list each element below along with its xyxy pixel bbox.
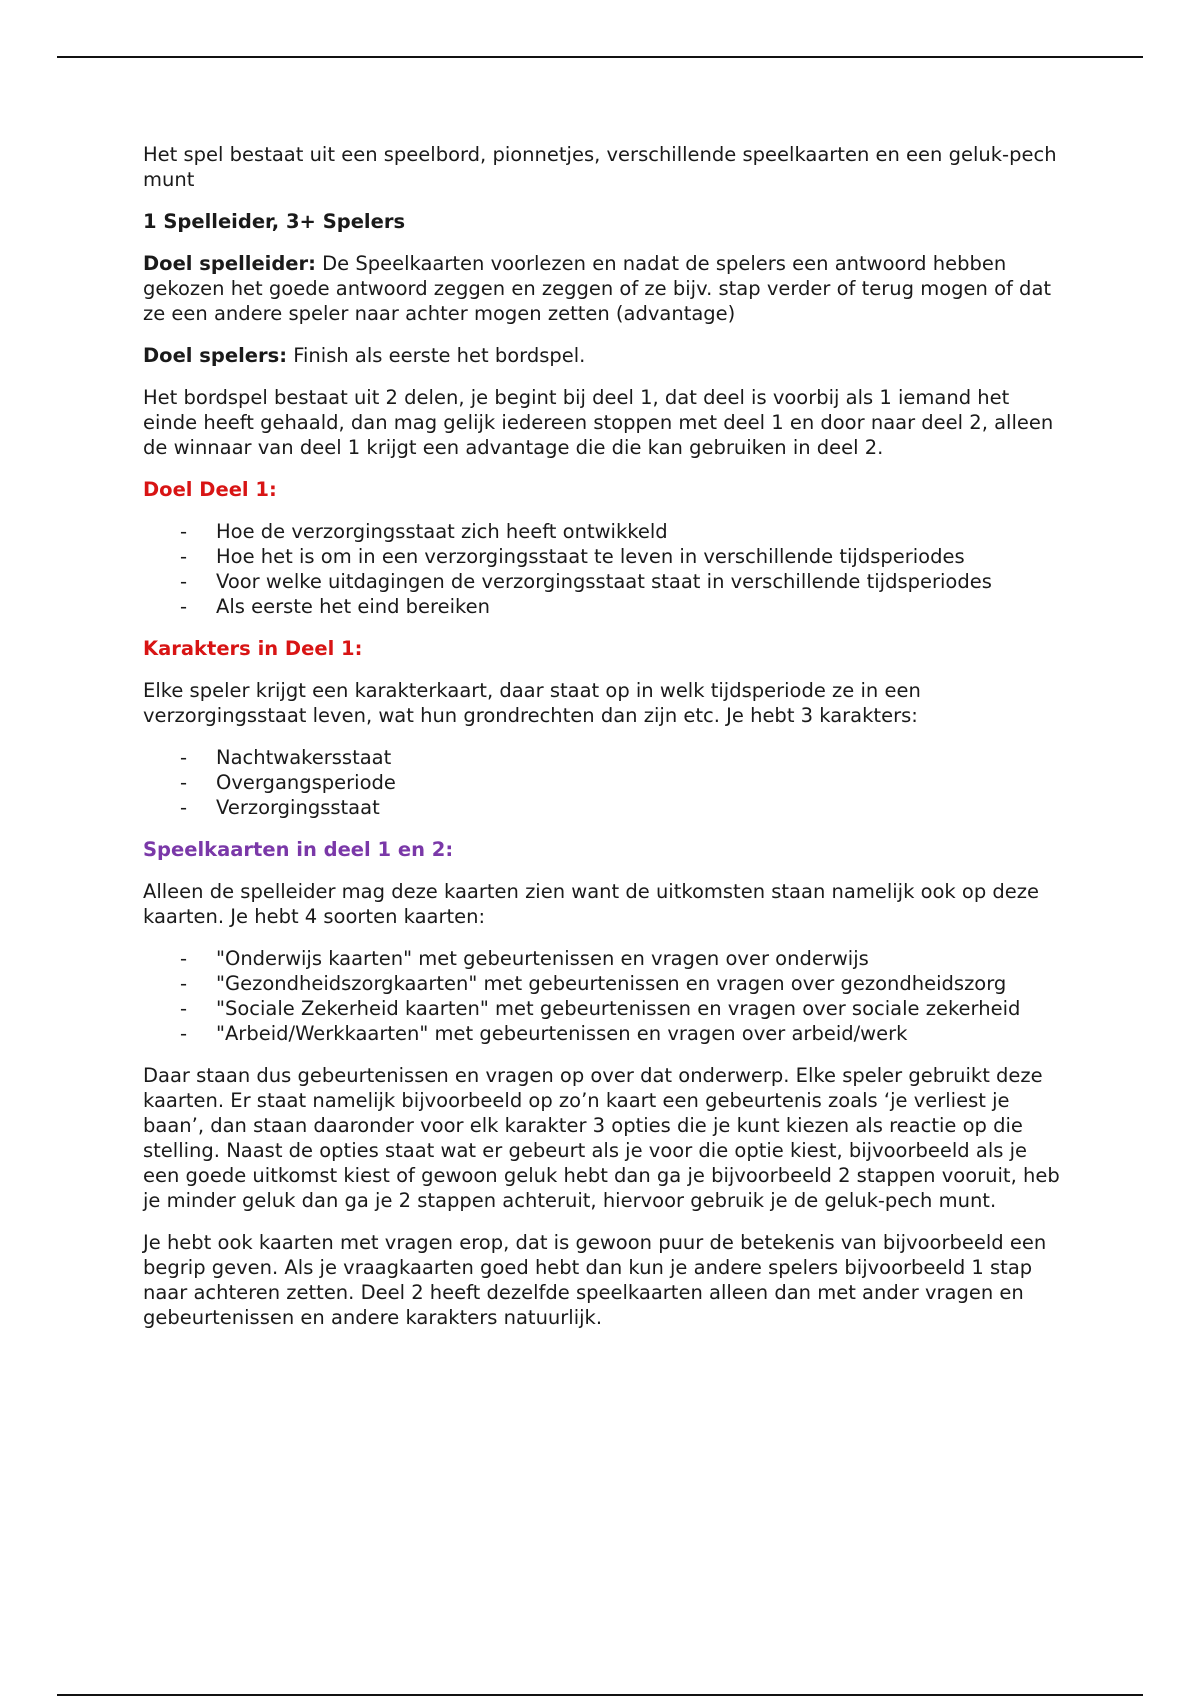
list-dash: - — [180, 595, 188, 618]
list-dash: - — [180, 545, 188, 568]
list-item: - "Arbeid/Werkkaarten" met gebeurtenissen en vragen over arbeid/werk — [180, 1022, 908, 1045]
karakters-list — [143, 745, 1063, 820]
goal-leader-paragraph — [143, 251, 1063, 326]
goal-players-text: Finish als eerste het bordspel. — [287, 344, 586, 367]
list-dash: - — [180, 796, 188, 819]
list-dash: - — [180, 972, 188, 995]
list-item: - Hoe de verzorgingsstaat zich heeft ontwikkeld — [180, 520, 668, 543]
players-heading: 1 Spelleider, 3+ Spelers — [143, 210, 406, 233]
goal-players-label: Doel spelers: — [143, 344, 288, 367]
list-item: - Verzorgingsstaat — [180, 796, 380, 819]
list-dash: - — [180, 570, 188, 593]
list-item: - Overgangsperiode — [180, 771, 396, 794]
speelkaarten-list — [143, 946, 1063, 1046]
list-dash: - — [180, 1022, 188, 1045]
board-paragraph: Het bordspel bestaat uit 2 delen, je begint bij deel 1, dat deel is voorbij als 1 iemand het einde heeft gehaald, dan mag gelijk iedereen stoppen met deel 1 en door naar deel 2, alleen de winnaar van deel 1 krijgt een advantage die die kan gebruiken in deel 2. — [143, 386, 1054, 459]
karakters-paragraph: Elke speler krijgt een karakterkaart, daar staat op in welk tijdsperiode ze in een verzorgingsstaat leven, wat hun grondrechten dan zijn etc. Je hebt 3 karakters: — [143, 679, 921, 727]
list-item: - "Onderwijs kaarten" met gebeurtenissen en vragen over onderwijs — [180, 947, 869, 970]
section-heading-karakters: Karakters in Deel 1: — [143, 637, 363, 660]
list-item: - Hoe het is om in een verzorgingsstaat te leven in verschillende tijdsperiodes — [180, 545, 965, 568]
list-item: - Voor welke uitdagingen de verzorgingsstaat staat in verschillende tijdsperiodes — [180, 570, 992, 593]
list-item: - Nachtwakersstaat — [180, 746, 392, 769]
speelkaarten-paragraph-2: Daar staan dus gebeurtenissen en vragen op over dat onderwerp. Elke speler gebruikt deze kaarten. Er staat namelijk bijvoorbeeld op zo’n kaart een gebeurtenis zoals ‘je verliest je baan’, dan staan daaronder voor elk karakter 3 opties die je kunt kiezen als reactie op die stelling. Naast de opties staat wat er gebeurt als je voor die optie kiest, bijvoorbeeld als je een goede uitkomst kiest of gewoon geluk hebt dan ga je bijvoorbeeld 2 stappen vooruit, heb je minder geluk dan ga je 2 stappen achteruit, hiervoor gebruik je de geluk-pech munt. — [143, 1064, 1060, 1212]
speelkaarten-paragraph: Alleen de spelleider mag deze kaarten zien want de uitkomsten staan namelijk ook op deze kaarten. Je hebt 4 soorten kaarten: — [143, 880, 1040, 928]
goal-players-paragraph — [143, 343, 1063, 368]
list-dash: - — [180, 771, 188, 794]
list-dash: - — [180, 997, 188, 1020]
list-item: - "Sociale Zekerheid kaarten" met gebeurtenissen en vragen over sociale zekerheid — [180, 997, 1021, 1020]
list-dash: - — [180, 746, 188, 769]
list-dash: - — [180, 947, 188, 970]
goal-leader-label: Doel spelleider: — [143, 252, 316, 275]
document-body — [143, 142, 1063, 1347]
list-dash: - — [180, 520, 188, 543]
doel-deel-1-list — [143, 519, 1063, 619]
goal-leader-text: De Speelkaarten voorlezen en nadat de spelers een antwoord hebben gekozen het goede antwoord zeggen en zeggen of ze bijv. stap verder of terug mogen of dat ze een andere speler naar achter mogen zetten (advantage) — [143, 252, 1052, 325]
intro-paragraph: Het spel bestaat uit een speelbord, pionnetjes, verschillende speelkaarten en een geluk-pech munt — [143, 143, 1057, 191]
section-heading-speelkaarten: Speelkaarten in deel 1 en 2: — [143, 838, 454, 861]
section-heading-doel-deel-1: Doel Deel 1: — [143, 478, 277, 501]
top-rule — [57, 56, 1143, 58]
speelkaarten-paragraph-3: Je hebt ook kaarten met vragen erop, dat is gewoon puur de betekenis van bijvoorbeeld een begrip geven. Als je vraagkaarten goed hebt dan kun je andere spelers bijvoorbeeld 1 stap naar achteren zetten. Deel 2 heeft dezelfde speelkaarten alleen dan met ander vragen en gebeurtenissen en andere karakters natuurlijk. — [143, 1231, 1047, 1329]
bottom-rule — [57, 1694, 1143, 1696]
list-item: - Als eerste het eind bereiken — [180, 595, 491, 618]
list-item: - "Gezondheidszorgkaarten" met gebeurtenissen en vragen over gezondheidszorg — [180, 972, 1007, 995]
